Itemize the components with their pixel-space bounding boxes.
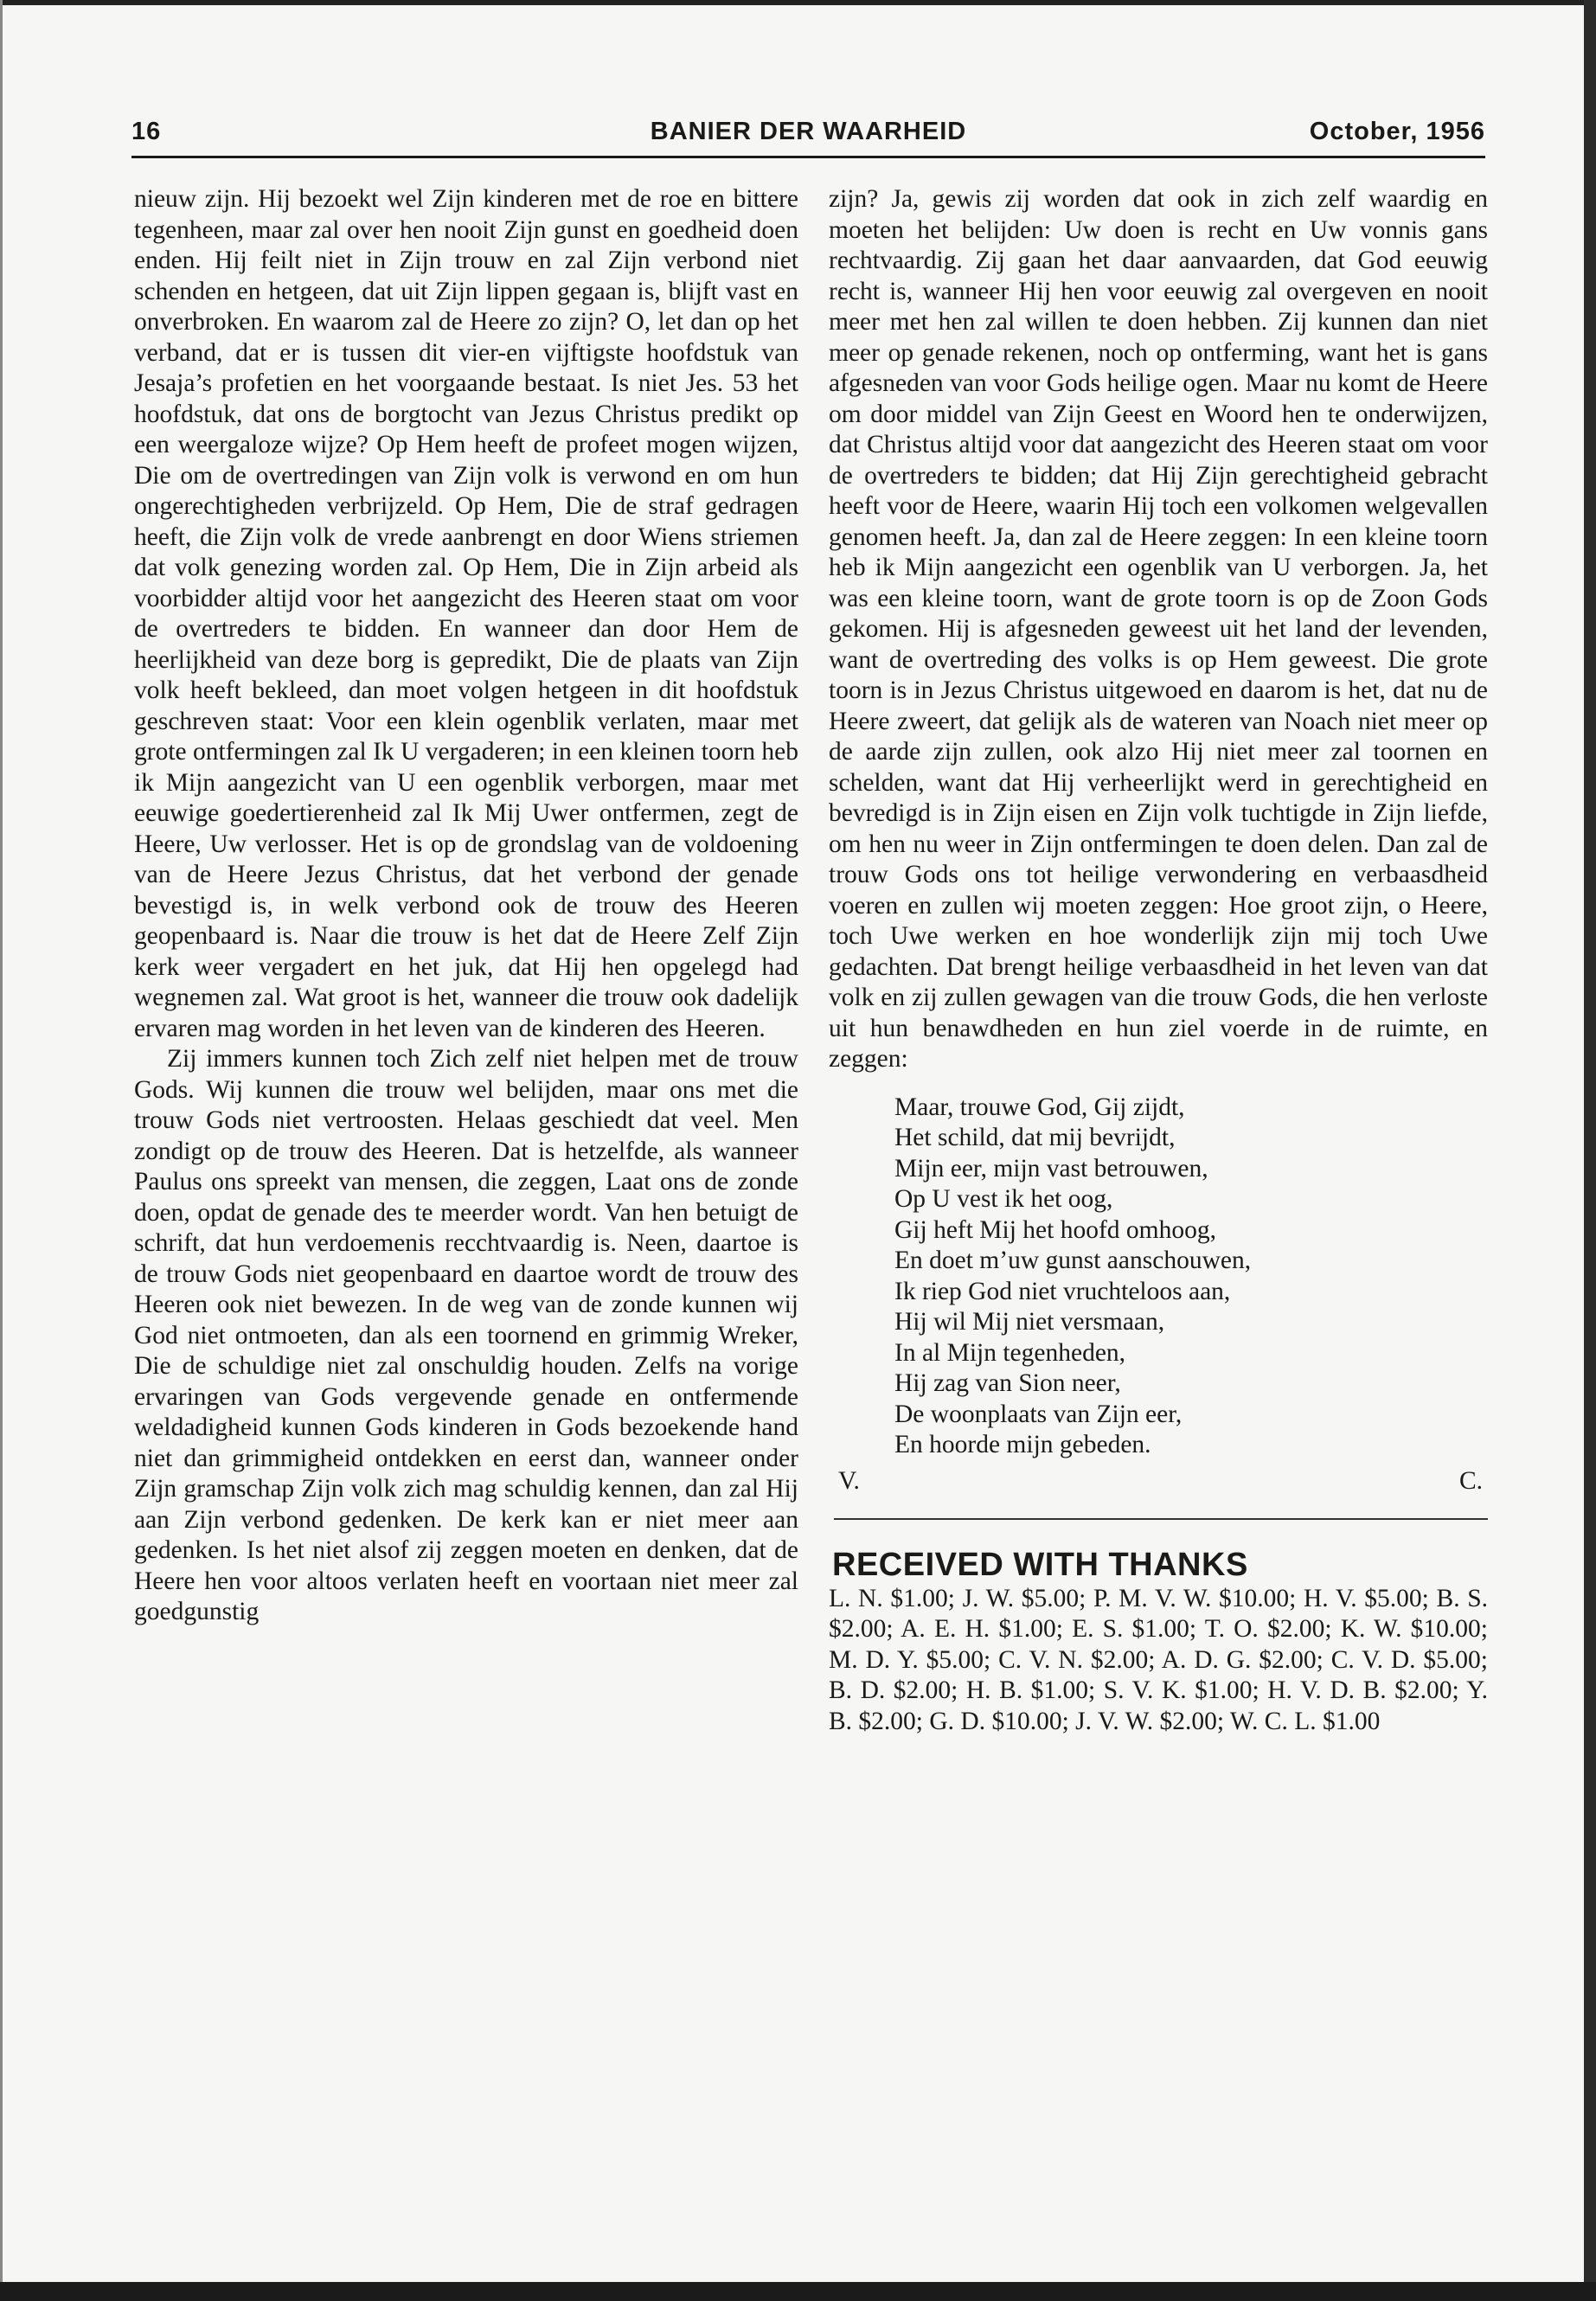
scan-edge-top — [0, 0, 1596, 5]
poem-line: En hoorde mijn gebeden. — [894, 1431, 1151, 1458]
poem-line: Het schild, dat mij bevrijdt, — [894, 1124, 1176, 1151]
poem-line: Mijn eer, mijn vast betrouwen, — [894, 1154, 1208, 1183]
thanks-heading: RECEIVED WITH THANKS — [832, 1546, 1248, 1583]
right-column — [829, 184, 1488, 1737]
poem-line: Hij zag van Sion neer, — [894, 1369, 1121, 1397]
left-column — [134, 184, 798, 1628]
donations-list: L. N. $1.00; J. W. $5.00; P. M. V. W. $10.00; H. V. $5.00; B. S. $2.00; A. E. H. $1.00; E. S. $1.00; T. O. $2.00; K. W. $10.00; M. D. Y. $5.00; C. V. N. $2.00; A. D. G. $2.00; C. V. D. $5.00; B. D. $2.00; H. B. $1.00; S. V. K. $1.00; H. V. D. B. $2.00; Y. B. $2.00; G. D. $10.00; J. V. W. $2.00; W. C. L. $1.00 — [829, 1584, 1488, 1735]
poem-line: Gij heft Mij het hoofd omhoog, — [894, 1215, 1216, 1244]
poem-line: En doet m’uw gunst aanschouwen, — [894, 1247, 1252, 1274]
page-number: 16 — [131, 118, 162, 145]
author-signature — [829, 1466, 1488, 1497]
poem-line: De woonplaats van Zijn eer, — [894, 1400, 1183, 1428]
psalm-verse — [894, 1093, 1488, 1461]
article-paragraph: zijn? Ja, gewis zij worden dat ook in zich zelf waardig en moeten het belijden: Uw doen is recht en Uw vonnis gans rechtvaardig. Zij gaan het daar aanvaarden, dat God eeuwig recht is, wanneer Hij hen voor eeuwig zal overgeven en nooit meer met hen zal willen te doen hebben. Zij kunnen dan niet meer op genade rekenen, noch op ontferming, want het is gans afgesneden van voor Gods heilige ogen. Maar nu komt de Heere om door middel van Zijn Geest en Woord hen te onderwijzen, dat Christus altijd voor dat aangezicht des Heeren staat om voor de overtreders te bidden; dat Hij Zijn gerechtigheid gebracht heeft voor de Heere, waarin Hij toch een volkomen welgevallen genomen heeft. Ja, dan zal de Heere zeggen: In een kleine toorn heb ik Mijn aangezicht een ogenblik van U verborgen. Ja, het was een kleine toorn, want de grote toorn is op de Zoon Gods gekomen. Hij is afgesneden geweest uit het land der levenden, want de overtreding des volks is op Hem geweest. Die grote toorn is in Jezus Christus uitgewoed en daarom is het, dat nu de Heere zweert, dat gelijk als de wateren van Noach niet meer op de aarde zijn zullen, ook alzo Hij niet meer zal toornen en schelden, want dat Hij verheerlijkt werd in gerechtigheid en bevredigd is in Zijn eisen en Zijn volk tuchtigde in Zijn liefde, om hen nu weer in Zijn ontfermingen te doen delen. Dan zal de trouw Gods ons tot heilige verwondering en verbaasdheid voeren en zullen wij moeten zeggen: Hoe groot zijn, o Heere, toch Uwe werken en hoe wonderlijk zijn mij toch Uwe gedachten. Dat brengt heilige verbaasdheid in het leven van dat volk en zij zullen gewagen van die trouw Gods, die hen verloste uit hun benawdheden en hun ziel voerde in de ruimte, en zeggen: — [829, 185, 1488, 1073]
poem-line: In al Mijn tegenheden, — [894, 1338, 1126, 1367]
signature-initial-right: C. — [1458, 1466, 1483, 1495]
issue-date: October, 1956 — [1309, 118, 1485, 145]
poem-line: Hij wil Mij niet versmaan, — [894, 1308, 1165, 1336]
running-header — [131, 118, 1485, 152]
article-paragraph: nieuw zijn. Hij bezoekt wel Zijn kinderen met de roe en bittere tegenheen, maar zal over hen nooit Zijn gunst en goedheid doen enden. Hij feilt niet in Zijn trouw en zal Zijn verbond niet schenden en hetgeen, dat uit Zijn lippen gegaan is, blijft vast en onverbroken. En waarom zal de Heere zo zijn? O, let dan op het verband, dat er is tussen dit vier-en vijftigste hoofdstuk van Jesaja’s profetien en het voorgaande bestaat. Is niet Jes. 53 het hoofdstuk, dat ons de borgtocht van Jezus Christus predikt op een weergaloze wijze? Op Hem heeft de profeet mogen wijzen, Die om de overtredingen van Zijn volk is verwond en om hun ongerechtigheden verbrijzeld. Op Hem, Die de straf gedragen heeft, die Zijn volk de vrede aanbrengt en door Wiens striemen dat volk genezing worden zal. Op Hem, Die in Zijn arbeid als voorbidder altijd voor het aangezicht des Heeren staat om voor de overtreders te bidden. En wanneer dan door Hem de heerlijkheid van deze borg is gepredikt, Die de plaats van Zijn volk heeft bekleed, dan moet volgen hetgeen in dit hoofdstuk geschreven staat: Voor een klein ogenblik verlaten, maar met grote ontfermingen zal Ik U vergaderen; in een kleinen toorn heb ik Mijn aangezicht van U een ogenblik verborgen, maar met eeuwige goedertierenheid zal Ik Mij Uwer ontfermen, zegt de Heere, Uw verlosser. Het is op de grondslag van de voldoening van de Heere Jezus Christus, dat het verbond der genade bevestigd is, in welk verbond ook de trouw des Heeren geopenbaard is. Naar die trouw is het dat de Heere Zelf Zijn kerk weer vergadert en het juk, dat Hij hen opgelegd had wegnemen zal. Wat groot is het, wanneer die trouw ook dadelijk ervaren mag worden in het leven van de kinderen des Heeren. — [134, 185, 798, 1042]
poem-line: Op U vest ik het oog, — [894, 1185, 1113, 1213]
scan-edge-bottom — [0, 2282, 1596, 2301]
scan-edge-left — [0, 0, 3, 2301]
signature-initial-left: V. — [838, 1466, 860, 1495]
scan-edge-right — [1584, 0, 1596, 2301]
article-paragraph: Zij immers kunnen toch Zich zelf niet helpen met de trouw Gods. Wij kunnen die trouw wel belijden, maar ons met die trouw Gods niet vertroosten. Helaas geschiedt dat veel. Men zondigt op de trouw des Heeren. Dat is hetzelfde, als wanneer Paulus ons spreekt van mensen, die zeggen, Laat ons de zonde doen, opdat de genade des te meerder wordt. Van hen betuigt de schrift, dat hun verdoemenis recchtvaardig is. Neen, daartoe is de trouw Gods niet geopenbaard en daartoe wordt de trouw des Heeren ook niet bewezen. In de weg van de zonde kunnen wij God niet ontmoeten, dan als een toornend en grimmig Wreker, Die de schuldige niet zal onschuldig houden. Zelfs na vorige ervaringen van Gods vergevende genade en ontfermende weldadigheid kunnen Gods kinderen in Gods bezoekende hand niet dan grimmigheid ontdekken en eerst dan, wanneer onder Zijn gramschap Zijn volk zich mag schuldig kennen, dan zal Hij aan Zijn verbond gedenken. De kerk kan er niet meer aan gedenken. Is het niet alsof zij zeggen moeten en denken, dat de Heere hen voor altoos verlaten heeft en voortaan niet meer zal goedgunstig — [134, 1045, 798, 1625]
poem-line: Maar, trouwe God, Gij zijdt, — [894, 1093, 1185, 1121]
poem-line: Ik riep God niet vruchteloos aan, — [894, 1277, 1231, 1305]
publication-title: BANIER DER WAARHEID — [650, 118, 967, 145]
section-divider — [834, 1518, 1488, 1520]
header-rule — [131, 156, 1485, 158]
